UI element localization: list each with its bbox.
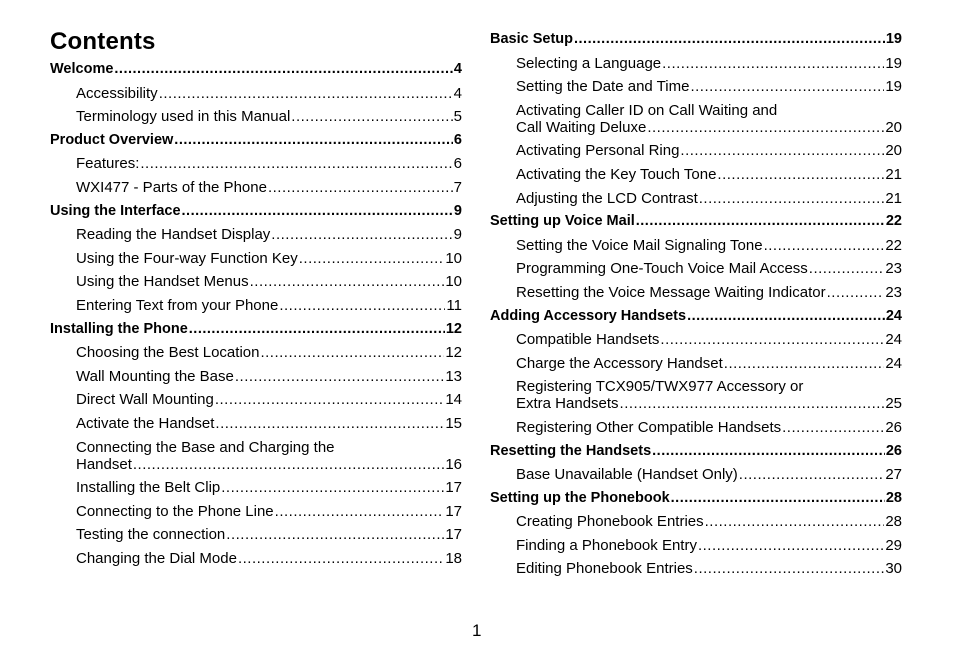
dot-leader xyxy=(260,344,444,361)
toc-left-column xyxy=(50,61,462,573)
toc-entry-title: Reading the Handset Display xyxy=(76,226,271,244)
toc-page-number: 9 xyxy=(453,202,462,219)
dot-leader xyxy=(235,368,444,385)
toc-subentry[interactable] xyxy=(490,355,902,372)
toc-subentry[interactable] xyxy=(490,190,902,207)
toc-subentry[interactable] xyxy=(50,526,462,543)
dot-leader xyxy=(268,179,453,196)
toc-page-number: 15 xyxy=(445,414,462,432)
toc-page-number: 4 xyxy=(453,84,462,102)
dot-leader xyxy=(724,355,885,372)
toc-page-number: 26 xyxy=(885,418,902,436)
dot-leader xyxy=(221,479,444,496)
dot-leader xyxy=(215,415,444,432)
toc-page-number: 4 xyxy=(453,61,462,77)
toc-entry-title: Setting the Voice Mail Signaling Tone xyxy=(516,236,763,254)
toc-subentry[interactable] xyxy=(50,368,462,385)
toc-entry-line xyxy=(516,395,902,412)
toc-entry-title: Connecting the Base and Charging the xyxy=(76,438,335,456)
toc-page-number: 13 xyxy=(445,367,462,385)
dot-leader xyxy=(680,142,884,159)
toc-entry-title: Welcome xyxy=(50,61,114,77)
dot-leader xyxy=(140,155,452,172)
toc-section-entry[interactable] xyxy=(490,308,902,325)
toc-section-entry[interactable] xyxy=(50,321,462,338)
toc-entry-title: Setting the Date and Time xyxy=(516,78,690,96)
toc-entry-title: Base Unavailable (Handset Only) xyxy=(516,466,738,484)
toc-page-number: 17 xyxy=(445,479,462,497)
toc-subentry[interactable] xyxy=(50,479,462,496)
dot-leader xyxy=(636,213,885,230)
toc-entry-title: Resetting the Voice Message Waiting Indicator xyxy=(516,283,826,301)
toc-page-number: 22 xyxy=(885,236,902,254)
dot-leader xyxy=(250,273,445,290)
toc-page-number: 26 xyxy=(885,442,902,459)
page-number: 1 xyxy=(472,621,482,640)
toc-page-number: 14 xyxy=(445,391,462,409)
toc-entry-title: Activating Caller ID on Call Waiting and xyxy=(516,101,778,119)
toc-entry-title: Terminology used in this Manual xyxy=(76,108,291,126)
page-title: Contents xyxy=(50,28,156,55)
toc-entry-line xyxy=(516,119,902,136)
toc-subentry[interactable] xyxy=(50,155,462,172)
toc-page-number: 9 xyxy=(453,226,462,244)
toc-page-number: 11 xyxy=(446,296,462,314)
dot-leader xyxy=(114,61,453,78)
dot-leader xyxy=(291,108,452,125)
toc-subentry[interactable] xyxy=(490,284,902,301)
toc-entry-title: Adding Accessory Handsets xyxy=(490,307,687,324)
toc-subentry[interactable] xyxy=(50,273,462,290)
toc-entry-title-cont: Handset xyxy=(76,455,132,473)
toc-subentry[interactable] xyxy=(490,166,902,183)
dot-leader xyxy=(782,419,884,436)
toc-page-number: 19 xyxy=(885,31,902,47)
toc-subentry[interactable] xyxy=(50,85,462,102)
dot-leader xyxy=(698,537,884,554)
toc-entry-title: Activate the Handset xyxy=(76,414,215,432)
dot-leader xyxy=(271,226,452,243)
toc-subentry[interactable] xyxy=(490,331,902,348)
toc-entry-title: Connecting to the Phone Line xyxy=(76,502,274,520)
toc-entry-title-cont: Extra Handsets xyxy=(516,395,619,413)
toc-page-number: 10 xyxy=(445,273,462,291)
toc-section-entry[interactable] xyxy=(50,132,462,149)
toc-entry-title: Resetting the Handsets xyxy=(490,442,652,459)
toc-entry-title: Testing the connection xyxy=(76,526,226,544)
toc-subentry[interactable] xyxy=(490,237,902,254)
toc-subentry[interactable] xyxy=(50,344,462,361)
toc-entry-title: WXI477 - Parts of the Phone xyxy=(76,178,267,196)
toc-page-number: 10 xyxy=(445,249,462,267)
toc-entry-title: Direct Wall Mounting xyxy=(76,391,214,409)
toc-entry-title: Accessibility xyxy=(76,84,158,102)
toc-page-number: 23 xyxy=(885,260,902,278)
toc-section-entry[interactable] xyxy=(490,490,902,507)
toc-subentry[interactable] xyxy=(490,55,902,72)
dot-leader xyxy=(574,31,885,48)
toc-page-number: 19 xyxy=(885,78,902,96)
toc-page-number: 6 xyxy=(453,131,462,148)
toc-subentry[interactable] xyxy=(50,439,462,473)
dot-leader xyxy=(739,466,885,483)
toc-subentry[interactable] xyxy=(50,297,462,314)
toc-entry-title: Choosing the Best Location xyxy=(76,344,260,362)
toc-page-number: 20 xyxy=(885,142,902,160)
toc-page-number: 6 xyxy=(453,155,462,173)
dot-leader xyxy=(690,78,884,95)
dot-leader xyxy=(189,321,445,338)
toc-subentry[interactable] xyxy=(490,537,902,554)
toc-entry-title: Registering TCX905/TWX977 Accessory or xyxy=(516,378,804,396)
toc-entry-title: Charge the Accessory Handset xyxy=(516,354,723,372)
toc-subentry[interactable] xyxy=(490,419,902,436)
toc-page-number: 21 xyxy=(885,165,902,183)
toc-page-number: 17 xyxy=(445,526,462,544)
toc-page-number: 29 xyxy=(885,536,902,554)
toc-page-number: 16 xyxy=(445,455,462,473)
toc-page-number: 21 xyxy=(885,189,902,207)
toc-page-number: 12 xyxy=(445,320,462,337)
dot-leader xyxy=(652,443,885,460)
dot-leader xyxy=(699,190,885,207)
toc-entry-title: Entering Text from your Phone xyxy=(76,296,279,314)
toc-entry-title: Adjusting the LCD Contrast xyxy=(516,189,698,207)
dot-leader xyxy=(671,490,885,507)
toc-entry-title-cont: Call Waiting Deluxe xyxy=(516,118,647,136)
toc-entry-title: Setting up Voice Mail xyxy=(490,213,635,230)
toc-entry-title: Selecting a Language xyxy=(516,54,662,72)
dot-leader xyxy=(133,456,444,473)
toc-subentry[interactable] xyxy=(50,179,462,196)
toc-subentry[interactable] xyxy=(50,550,462,567)
dot-leader xyxy=(182,203,453,220)
dot-leader xyxy=(226,526,444,543)
dot-leader xyxy=(694,560,885,577)
toc-subentry[interactable] xyxy=(490,78,902,95)
toc-page-number: 25 xyxy=(885,395,902,413)
toc-page-number: 23 xyxy=(885,283,902,301)
toc-right-column xyxy=(490,31,902,584)
toc-subentry[interactable] xyxy=(490,102,902,136)
toc-entry-title: Changing the Dial Mode xyxy=(76,549,237,567)
toc-subentry[interactable] xyxy=(50,503,462,520)
toc-subentry[interactable] xyxy=(50,108,462,125)
dot-leader xyxy=(687,308,885,325)
toc-page-number: 30 xyxy=(885,560,902,578)
toc-subentry[interactable] xyxy=(490,513,902,530)
dot-leader xyxy=(764,237,885,254)
toc-subentry[interactable] xyxy=(50,415,462,432)
dot-leader xyxy=(174,132,453,149)
toc-subentry[interactable] xyxy=(490,378,902,412)
toc-entry-title: Creating Phonebook Entries xyxy=(516,513,704,531)
dot-leader xyxy=(827,284,885,301)
toc-section-entry[interactable] xyxy=(490,443,902,460)
dot-leader xyxy=(279,297,445,314)
dot-leader xyxy=(299,250,445,267)
toc-entry-title: Wall Mounting the Base xyxy=(76,367,234,385)
toc-entry-title: Features: xyxy=(76,155,140,173)
toc-subentry[interactable] xyxy=(490,260,902,277)
toc-entry-title: Using the Four-way Function Key xyxy=(76,249,298,267)
toc-page-number: 20 xyxy=(885,118,902,136)
dot-leader xyxy=(238,550,444,567)
toc-page-number: 24 xyxy=(885,354,902,372)
toc-page-number: 24 xyxy=(885,307,902,324)
toc-page-number: 28 xyxy=(885,513,902,531)
toc-section-entry[interactable] xyxy=(490,213,902,230)
toc-page-number: 22 xyxy=(885,213,902,230)
toc-entry-title: Using the Interface xyxy=(50,202,181,219)
toc-page-number: 5 xyxy=(453,108,462,126)
dot-leader xyxy=(705,513,885,530)
toc-entry-title: Programming One-Touch Voice Mail Access xyxy=(516,260,808,278)
toc-subentry[interactable] xyxy=(50,226,462,243)
toc-page-number: 27 xyxy=(885,466,902,484)
toc-subentry[interactable] xyxy=(490,560,902,577)
toc-page-number: 18 xyxy=(445,549,462,567)
toc-page-number: 17 xyxy=(445,502,462,520)
toc-entry-title: Installing the Belt Clip xyxy=(76,479,221,497)
toc-subentry[interactable] xyxy=(490,142,902,159)
dot-leader xyxy=(620,395,885,412)
toc-entry-title: Installing the Phone xyxy=(50,320,188,337)
toc-page-number: 19 xyxy=(885,54,902,72)
toc-entry-title: Compatible Handsets xyxy=(516,331,660,349)
toc-entry-title: Product Overview xyxy=(50,131,174,148)
dot-leader xyxy=(647,119,884,136)
toc-section-entry[interactable] xyxy=(50,203,462,220)
toc-subentry[interactable] xyxy=(50,250,462,267)
toc-section-entry[interactable] xyxy=(490,31,902,48)
toc-entry-title: Finding a Phonebook Entry xyxy=(516,536,697,554)
dot-leader xyxy=(662,55,884,72)
toc-entry-title: Setting up the Phonebook xyxy=(490,489,670,506)
dot-leader xyxy=(809,260,885,277)
dot-leader xyxy=(215,391,444,408)
toc-entry-title: Registering Other Compatible Handsets xyxy=(516,418,782,436)
toc-subentry[interactable] xyxy=(50,391,462,408)
toc-entry-title: Activating the Key Touch Tone xyxy=(516,165,717,183)
toc-page-number: 28 xyxy=(885,489,902,506)
dot-leader xyxy=(660,331,884,348)
toc-section-entry[interactable] xyxy=(50,61,462,78)
dot-leader xyxy=(275,503,445,520)
dot-leader xyxy=(717,166,884,183)
dot-leader xyxy=(159,85,453,102)
toc-entry-line xyxy=(76,456,462,473)
toc-page-number: 7 xyxy=(453,178,462,196)
toc-entry-title: Basic Setup xyxy=(490,31,573,47)
toc-entry-title: Using the Handset Menus xyxy=(76,273,249,291)
toc-page-number: 12 xyxy=(445,344,462,362)
toc-entry-title: Activating Personal Ring xyxy=(516,142,680,160)
toc-entry-title: Editing Phonebook Entries xyxy=(516,560,693,578)
toc-page-number: 24 xyxy=(885,331,902,349)
toc-subentry[interactable] xyxy=(490,466,902,483)
